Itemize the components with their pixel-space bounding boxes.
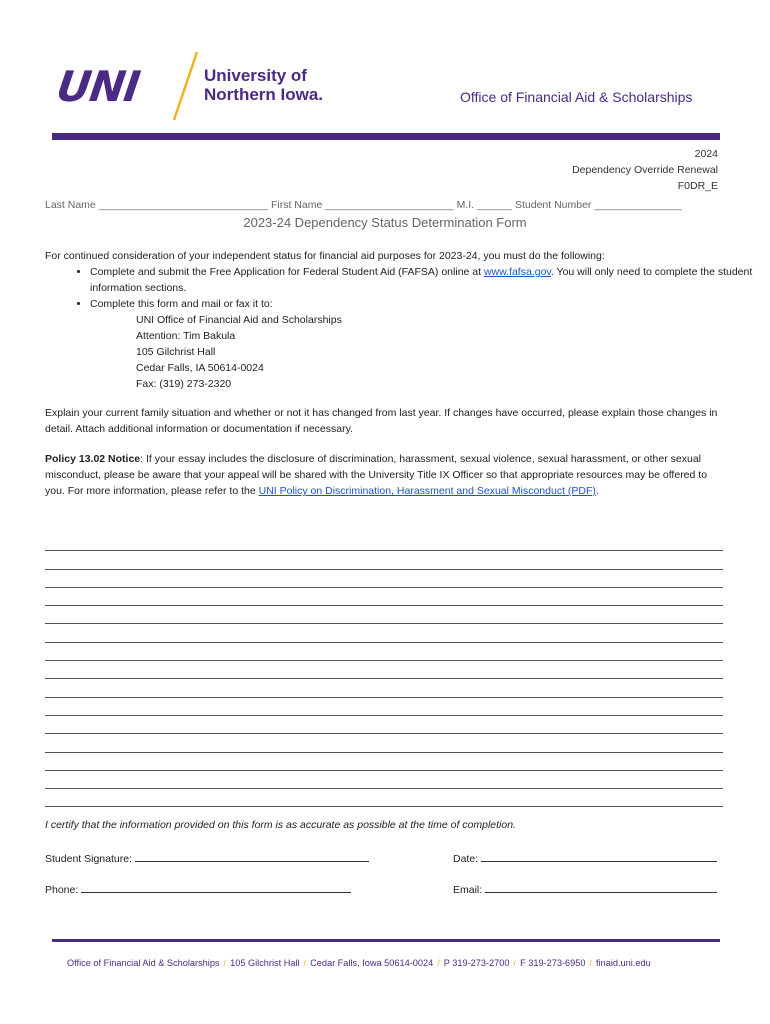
- date-label: Date:: [453, 853, 479, 865]
- student-signature-blank[interactable]: [135, 851, 369, 862]
- footer-city: Cedar Falls, Iowa 50614-0024: [310, 958, 434, 968]
- phone-label: Phone:: [45, 884, 79, 896]
- bullet-1-text: Complete and submit the Free Application for Federal Student Aid (FAFSA) online at: [90, 266, 484, 278]
- essay-line[interactable]: [45, 643, 723, 661]
- form-codes: [572, 146, 718, 194]
- essay-line[interactable]: [45, 533, 723, 551]
- footer-address: 105 Gilchrist Hall: [230, 958, 300, 968]
- list-item: [90, 296, 770, 312]
- intro-text: For continued consideration of your independent status for financial aid purposes for 2023-24, you must do the following:: [45, 250, 605, 262]
- address-line: Fax: (319) 273-2320: [136, 378, 232, 390]
- form-name: Dependency Override Renewal: [572, 164, 718, 176]
- bullet-1-rest: . You will only need to complete the student information sections.: [90, 266, 753, 294]
- fafsa-link[interactable]: www.fafsa.gov: [483, 266, 551, 278]
- form-code: F0DR_E: [677, 180, 718, 192]
- policy-notice: [45, 451, 725, 499]
- certification-statement: I certify that the information provided on this form is as accurate as possible at the time of completion.: [45, 819, 516, 831]
- address-line: Attention: Tim Bakula: [136, 330, 236, 342]
- footer-separator: /: [513, 958, 517, 968]
- footer-separator: /: [223, 958, 227, 968]
- footer-separator: /: [589, 958, 593, 968]
- address-line: 105 Gilchrist Hall: [136, 346, 216, 358]
- student-signature-field[interactable]: [45, 851, 369, 865]
- essay-line[interactable]: [45, 606, 723, 624]
- essay-line[interactable]: [45, 789, 723, 807]
- uni-logo-mark: UNI: [53, 62, 143, 111]
- essay-line[interactable]: [45, 771, 723, 789]
- policy-link[interactable]: UNI Policy on Discrimination, Harassment and Sexual Misconduct (PDF): [258, 485, 596, 497]
- footer-phone: P 319-273-2700: [443, 958, 510, 968]
- footer-separator: /: [303, 958, 307, 968]
- address-line: Cedar Falls, IA 50614-0024: [136, 362, 264, 374]
- essay-line[interactable]: [45, 551, 723, 569]
- date-field[interactable]: [453, 851, 717, 865]
- phone-field[interactable]: [45, 882, 351, 896]
- policy-label: Policy 13.02 Notice: [45, 453, 141, 465]
- form-title: 2023-24 Dependency Status Determination Form: [243, 215, 527, 230]
- essay-line[interactable]: [45, 716, 723, 734]
- essay-line[interactable]: [45, 661, 723, 679]
- explain-instructions: Explain your current family situation and whether or not it has changed from last year. If changes have occurred, please explain those changes in detail. Attach additional information or documentation if necessary.: [45, 407, 718, 435]
- instruction-list: [45, 264, 770, 312]
- email-blank[interactable]: [485, 882, 717, 893]
- student-name-line[interactable]: Last Name _____________________________ First Name ______________________ M.I. ______ Student Number _______________: [45, 199, 682, 211]
- university-line-1: University of: [204, 66, 307, 85]
- essay-line[interactable]: [45, 679, 723, 697]
- form-year: 2024: [694, 148, 718, 160]
- footer-divider: [52, 939, 720, 942]
- footer-separator: /: [437, 958, 440, 968]
- essay-line[interactable]: [45, 734, 723, 752]
- office-title: Office of Financial Aid & Scholarships: [460, 89, 693, 105]
- address-line: UNI Office of Financial Aid and Scholarships: [136, 314, 342, 326]
- email-label: Email:: [453, 884, 483, 896]
- date-blank[interactable]: [481, 851, 717, 862]
- essay-line[interactable]: [45, 624, 723, 642]
- essay-line[interactable]: [45, 588, 723, 606]
- university-name: [204, 66, 323, 104]
- essay-line[interactable]: [45, 698, 723, 716]
- policy-end: .: [595, 485, 599, 497]
- email-field[interactable]: [453, 882, 717, 896]
- phone-blank[interactable]: [81, 882, 351, 893]
- essay-line[interactable]: [45, 753, 723, 771]
- logo-slash-icon: [170, 50, 200, 122]
- list-item: [90, 264, 770, 296]
- student-signature-label: Student Signature:: [45, 853, 132, 865]
- mailing-address: [136, 312, 342, 392]
- footer-contact: [67, 958, 651, 968]
- footer-office: Office of Financial Aid & Scholarships: [67, 958, 220, 968]
- bullet-2-text: Complete this form and mail or fax it to:: [90, 298, 273, 310]
- policy-text: : If your essay includes the disclosure of discrimination, harassment, sexual violence, sexual harassment, or other sexual misconduct, please be aware that your appeal will be shared with the University Title IX Officer so that appropriate resources may be offered to you. For more information, please refer to the: [45, 453, 708, 497]
- essay-line[interactable]: [45, 570, 723, 588]
- university-line-2: Northern Iowa.: [204, 85, 324, 104]
- essay-lines[interactable]: [45, 533, 723, 807]
- header-divider: [52, 133, 720, 140]
- footer-web[interactable]: finaid.uni.edu: [596, 958, 651, 968]
- footer-fax: F 319-273-6950: [520, 958, 586, 968]
